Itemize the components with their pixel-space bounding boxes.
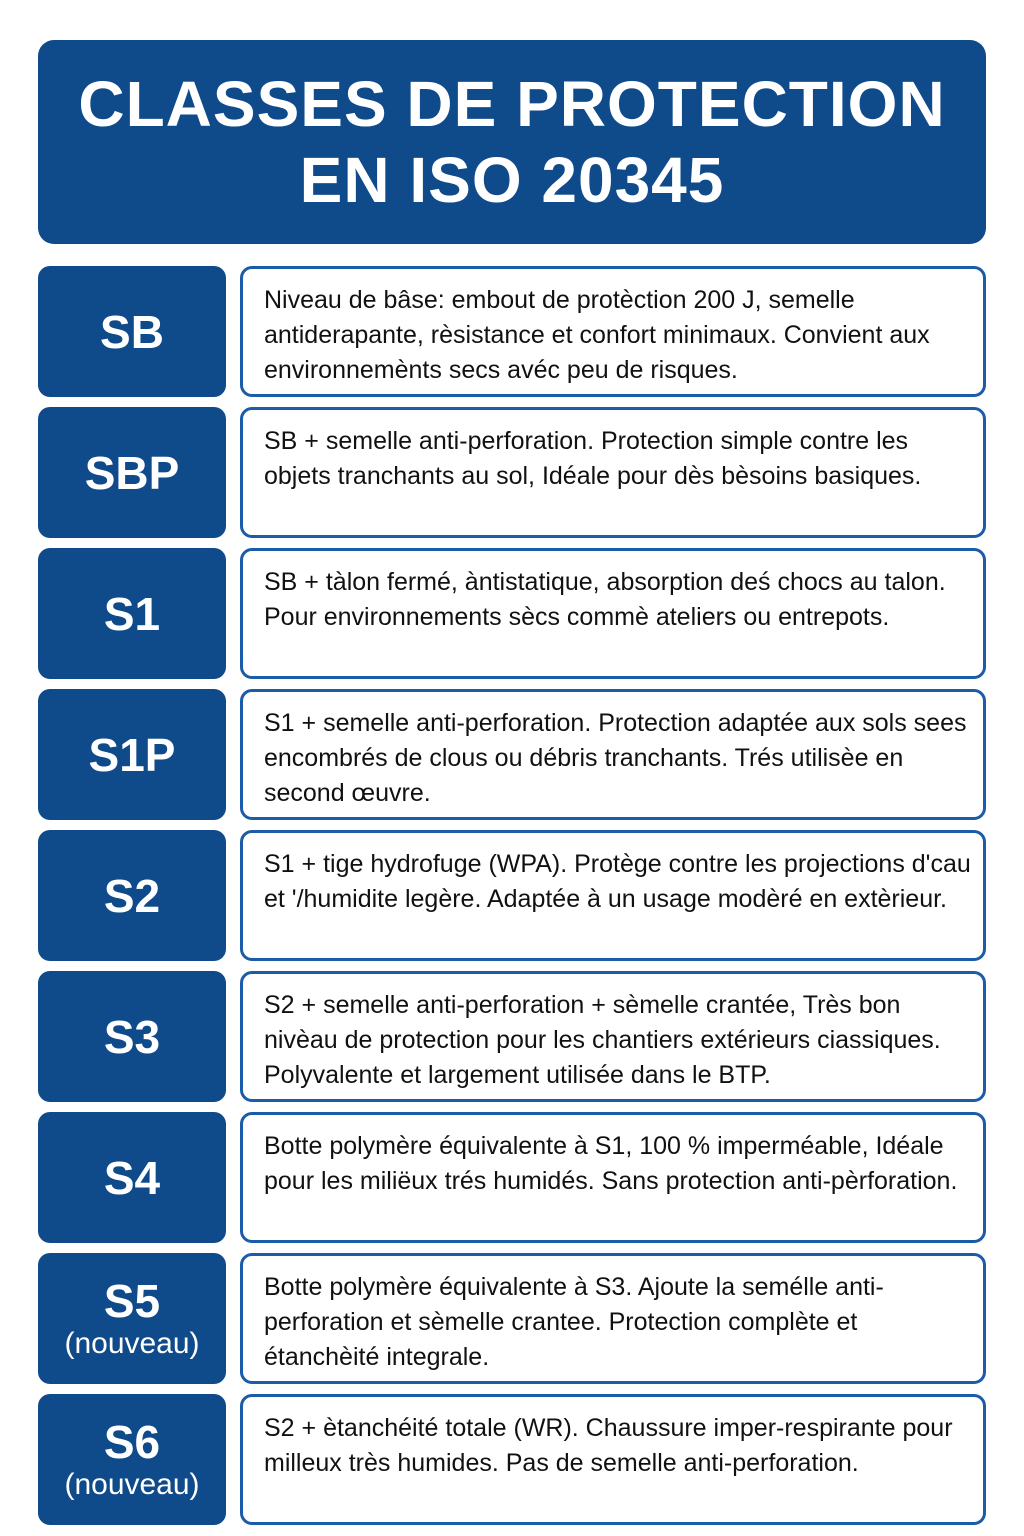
class-new-label: (nouveau) [64,1467,200,1501]
class-description: SB + semelle anti-perforation. Protection simple contre les objets tranchants au sol, Idéale pour dès bèsoins basiques. [240,407,986,538]
class-code-box [38,1112,226,1243]
class-description: S1 + tige hydrofuge (WPA). Protège contre les projections d'cau et '/humidite legère. Adaptée à un usage modèré en extèrieur. [240,830,986,961]
class-code: S4 [103,1151,161,1204]
class-row-s1 [38,548,986,679]
class-code: SBP [84,446,180,499]
class-description: SB + tàlon fermé, àntistatique, absorption deś chocs au talon. Pour environnements sècs commè ateliers ou entrepots. [240,548,986,679]
class-code-box [38,548,226,679]
class-code-box [38,971,226,1102]
page-header [38,40,986,244]
class-code: SB [100,305,164,358]
class-code: S5 [103,1274,161,1327]
class-row-s4 [38,1112,986,1243]
class-description: Botte polymère équivalente à S1, 100 % imperméable, Idéale pour les miliëux trés humidés. Sans protection anti-pèrforation. [240,1112,986,1243]
class-row-s3 [38,971,986,1102]
class-description: S1 + semelle anti-perforation. Protection adaptée aux sols sees encombrés de clous ou débris tranchants. Trés utilisèe en second œuvre. [240,689,986,820]
class-new-label: (nouveau) [64,1326,200,1360]
class-code-box [38,1394,226,1525]
class-row-s1p [38,689,986,820]
page-title-line-2: EN ISO 20345 [299,144,725,216]
class-code: S2 [103,869,161,922]
class-code: S1P [88,728,176,781]
class-code-box [38,830,226,961]
protection-classes-list [38,266,986,1535]
class-row-sbp [38,407,986,538]
class-row-s2 [38,830,986,961]
class-code-box [38,266,226,397]
class-code-box [38,407,226,538]
class-code-box [38,1253,226,1384]
class-code-box [38,689,226,820]
class-description: S2 + ètanchéité totale (WR). Chaussure imper-respirante pour milleux très humides. Pas de semelle anti-perforation. [240,1394,986,1525]
class-row-s6 [38,1394,986,1525]
class-row-sb [38,266,986,397]
page-title-line-1: CLASSES DE PROTECTION [78,68,946,140]
class-code: S1 [103,587,161,640]
class-code: S3 [103,1010,161,1063]
class-description: Botte polymère équivalente à S3. Ajoute la semélle anti-perforation et sèmelle crantee. Protection complète et étanchèité integrale. [240,1253,986,1384]
class-description: S2 + semelle anti-perforation + sèmelle crantée, Très bon nivèau de protection pour les chantiers extérieurs ciassiques. Polyvalente et largement utilisée dans le BTP. [240,971,986,1102]
class-row-s5 [38,1253,986,1384]
class-code: S6 [103,1415,161,1468]
class-description: Niveau de bâse: embout de protèction 200 J, semelle antiderapante, rèsistance et confort minimaux. Convient aux environnemènts secs avéc peu de risques. [240,266,986,397]
